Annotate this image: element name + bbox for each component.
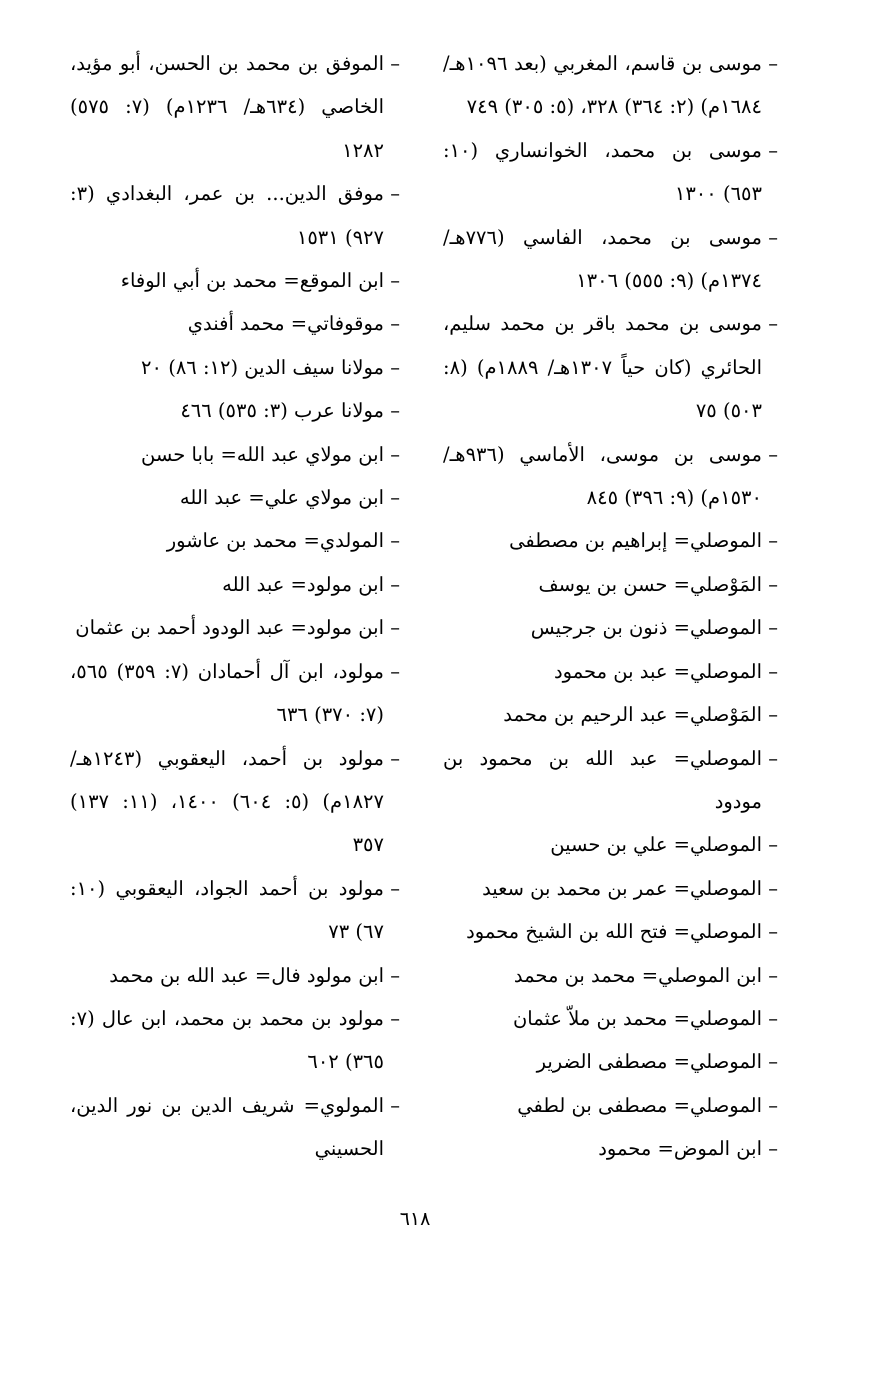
index-entry <box>443 1040 778 1083</box>
index-entry <box>70 389 400 432</box>
index-entry <box>70 519 400 562</box>
entry-dash: – <box>768 616 778 640</box>
entry-text: الموصلي= عبد بن محمود <box>554 659 762 683</box>
index-entry <box>443 693 778 736</box>
entry-text: الموصلي= عمر بن محمد بن سعيد <box>482 876 762 900</box>
entry-text: ابن مولاي علي= عبد الله <box>179 486 384 510</box>
entry-text: الموصلي= علي بن حسين <box>550 833 762 857</box>
entry-dash: – <box>768 1050 778 1074</box>
entry-text: الموصلي= إبراهيم بن مصطفى <box>509 529 762 553</box>
entry-text: الموصلي= مصطفى الضرير <box>536 1050 762 1074</box>
index-column-left <box>70 42 400 1171</box>
index-entry <box>443 1084 778 1127</box>
entry-dash: – <box>768 572 778 596</box>
entry-dash: – <box>390 269 400 293</box>
entry-text: ابن مولود فال= عبد الله بن محمد <box>109 963 384 987</box>
entry-dash: – <box>390 355 400 379</box>
entry-text: المولوي= شريف الدين بن نور الدين، الحسيني <box>70 1093 384 1161</box>
entry-text: المولدي= محمد بن عاشور <box>166 529 384 553</box>
index-entry <box>70 954 400 997</box>
entry-dash: – <box>390 572 400 596</box>
index-entry <box>70 563 400 606</box>
index-entry <box>443 737 778 824</box>
index-entry <box>70 606 400 649</box>
index-entry <box>443 954 778 997</box>
entry-dash: – <box>768 833 778 857</box>
index-entry <box>443 823 778 866</box>
index-entry <box>70 650 400 737</box>
entry-dash: – <box>390 486 400 510</box>
entry-text: مولود بن أحمد، اليعقوبي (١٢٤٣هـ/ ١٨٢٧م) (٥: ٦٠٤) ١٤٠٠، (١١: ١٣٧) ٣٥٧ <box>70 746 384 857</box>
entry-dash: – <box>390 616 400 640</box>
index-entry <box>443 129 778 216</box>
entry-text: موسى بن محمد، الفاسي (٧٧٦هـ/ ١٣٧٤م) (٩: ٥٥٥) ١٣٠٦ <box>443 225 762 293</box>
index-entry <box>70 433 400 476</box>
entry-text: موسى بن محمد باقر بن محمد سليم، الحائري (كان حياً ١٣٠٧هـ/ ١٨٨٩م) (٨: ٥٠٣) ٧٥ <box>443 312 762 423</box>
entry-dash: – <box>390 52 400 75</box>
index-entry <box>70 997 400 1084</box>
index-entry <box>70 302 400 345</box>
entry-dash: – <box>390 1093 400 1117</box>
index-entry <box>70 476 400 519</box>
entry-text: ابن الموض= محمود <box>598 1137 762 1161</box>
entry-text: مولود، ابن آل أحمادان (٧: ٣٥٩) ٥٦٥، (٧: ٣٧٠) ٦٣٦ <box>70 659 384 727</box>
entry-text: المَوْصلي= عبد الرحيم بن محمد <box>503 703 762 727</box>
index-entry <box>443 910 778 953</box>
entry-text: الموصلي= ذنون بن جرجيس <box>530 616 762 640</box>
entry-dash: – <box>768 52 778 75</box>
entry-text: المَوْصلي= حسن بن يوسف <box>538 572 762 596</box>
entry-text: ابن مولود= عبد الله <box>222 572 384 596</box>
entry-dash: – <box>768 529 778 553</box>
index-entry <box>70 1084 400 1171</box>
entry-dash: – <box>768 659 778 683</box>
entry-dash: – <box>768 1137 778 1161</box>
entry-dash: – <box>390 876 400 900</box>
entry-dash: – <box>768 703 778 727</box>
index-entry <box>443 42 778 129</box>
index-entry <box>443 563 778 606</box>
entry-text: موسى بن موسى، الأماسي (٩٣٦هـ/ ١٥٣٠م) (٩: ٣٩٦) ٨٤٥ <box>443 442 762 510</box>
index-entry <box>443 1127 778 1170</box>
entry-dash: – <box>768 920 778 944</box>
entry-dash: – <box>390 442 400 466</box>
entry-text: الموصلي= محمد بن ملاّ عثمان <box>512 1006 762 1030</box>
entry-dash: – <box>390 312 400 336</box>
index-entry <box>443 302 778 432</box>
entry-text: ابن الموقع= محمد بن أبي الوفاء <box>120 269 384 293</box>
index-entry <box>443 216 778 303</box>
entry-dash: – <box>768 442 778 466</box>
index-entry <box>70 867 400 954</box>
entry-dash: – <box>768 963 778 987</box>
index-entry <box>70 259 400 302</box>
index-entry <box>70 172 400 259</box>
entry-dash: – <box>768 746 778 770</box>
entry-text: مولود بن محمد بن محمد، ابن عال (٧: ٣٦٥) ٦٠٢ <box>70 1006 384 1074</box>
entry-dash: – <box>768 1006 778 1030</box>
page-number: ٦١٨ <box>399 1208 431 1230</box>
entry-dash: – <box>768 876 778 900</box>
entry-text: الموصلي= مصطفى بن لطفي <box>517 1093 762 1117</box>
index-entry <box>443 606 778 649</box>
entry-dash: – <box>390 529 400 553</box>
entry-dash: – <box>390 399 400 423</box>
entry-text: الموصلي= فتح الله بن الشيخ محمود <box>466 920 762 944</box>
entry-text: موسى بن محمد، الخوانساري (١٠: ٦٥٣) ١٣٠٠ <box>443 138 762 206</box>
entry-dash: – <box>768 312 778 336</box>
entry-dash: – <box>390 182 400 206</box>
entry-text: مولانا عرب (٣: ٥٣٥) ٤٦٦ <box>180 399 384 423</box>
index-entry <box>443 867 778 910</box>
entry-dash: – <box>390 963 400 987</box>
index-entry <box>443 433 778 520</box>
entry-text: مولود بن أحمد الجواد، اليعقوبي (١٠: ٦٧) ٧٣ <box>70 876 384 944</box>
entry-text: ابن الموصلي= محمد بن محمد <box>513 963 762 987</box>
entry-dash: – <box>390 1006 400 1030</box>
index-entry <box>443 519 778 562</box>
index-column-right <box>443 42 778 1171</box>
index-entry <box>70 737 400 867</box>
entry-text: ابن مولاي عبد الله= بابا حسن <box>141 442 384 466</box>
entry-text: ابن مولود= عبد الودود أحمد بن عثمان <box>75 616 384 640</box>
index-entry <box>70 42 400 172</box>
entry-dash: – <box>768 138 778 162</box>
entry-text: موقوفاتي= محمد أفندي <box>187 312 384 336</box>
entry-dash: – <box>390 746 400 770</box>
index-entry <box>443 997 778 1040</box>
entry-text: موسى بن قاسم، المغربي (بعد ١٠٩٦هـ/ ١٦٨٤م) (٢: ٣٦٤) ٣٢٨، (٥: ٣٠٥) ٧٤٩ <box>443 52 762 119</box>
entry-dash: – <box>390 659 400 683</box>
entry-text: الموفق بن محمد بن الحسن، أبو مؤيد، الخاصي (٦٣٤هـ/ ١٢٣٦م) (٧: ٥٧٥) ١٢٨٢ <box>70 52 384 162</box>
index-entry <box>70 346 400 389</box>
index-entry <box>443 650 778 693</box>
entry-dash: – <box>768 1093 778 1117</box>
entry-text: الموصلي= عبد الله بن محمود بن مودود <box>443 746 762 813</box>
entry-text: موفق الدين... بن عمر، البغدادي (٣: ٩٢٧) ١٥٣١ <box>70 182 384 249</box>
entry-dash: – <box>768 225 778 249</box>
entry-text: مولانا سيف الدين (١٢: ٨٦) ٢٠ <box>141 355 384 379</box>
